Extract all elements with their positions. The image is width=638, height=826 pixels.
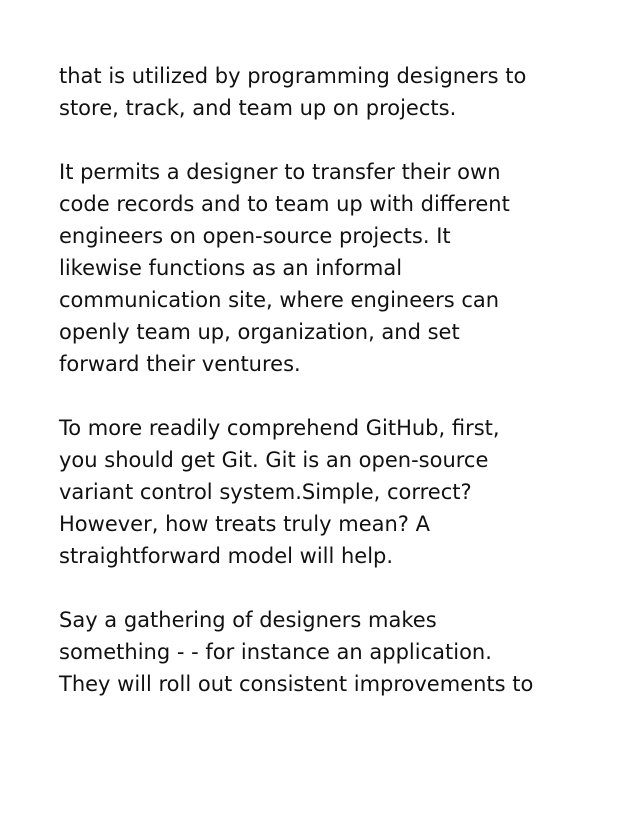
- text-line: They will roll out consistent improvements to: [59, 672, 534, 696]
- text-line: something - - for instance an application.: [59, 640, 492, 664]
- text-line: Say a gathering of designers makes: [59, 608, 437, 632]
- paragraph-2: [59, 156, 619, 380]
- document-body: [59, 60, 619, 732]
- text-line: communication site, where engineers can: [59, 288, 500, 312]
- text-line: likewise functions as an informal: [59, 256, 403, 280]
- text-line: straightforward model will help.: [59, 544, 394, 568]
- text-line: code records and to team up with different: [59, 192, 510, 216]
- text-line: However, how treats truly mean? A: [59, 512, 430, 536]
- paragraph-4: [59, 604, 619, 700]
- text-line: you should get Git. Git is an open-source: [59, 448, 489, 472]
- text-line: variant control system.Simple, correct?: [59, 480, 472, 504]
- text-line: forward their ventures.: [59, 352, 301, 376]
- text-line: To more readily comprehend GitHub, first,: [59, 416, 500, 440]
- text-line: engineers on open-source projects. It: [59, 224, 451, 248]
- text-line: It permits a designer to transfer their own: [59, 160, 501, 184]
- paragraph-1: [59, 60, 619, 124]
- text-line: openly team up, organization, and set: [59, 320, 460, 344]
- text-line: that is utilized by programming designers to: [59, 64, 527, 88]
- text-line: store, track, and team up on projects.: [59, 96, 457, 120]
- paragraph-3: [59, 412, 619, 572]
